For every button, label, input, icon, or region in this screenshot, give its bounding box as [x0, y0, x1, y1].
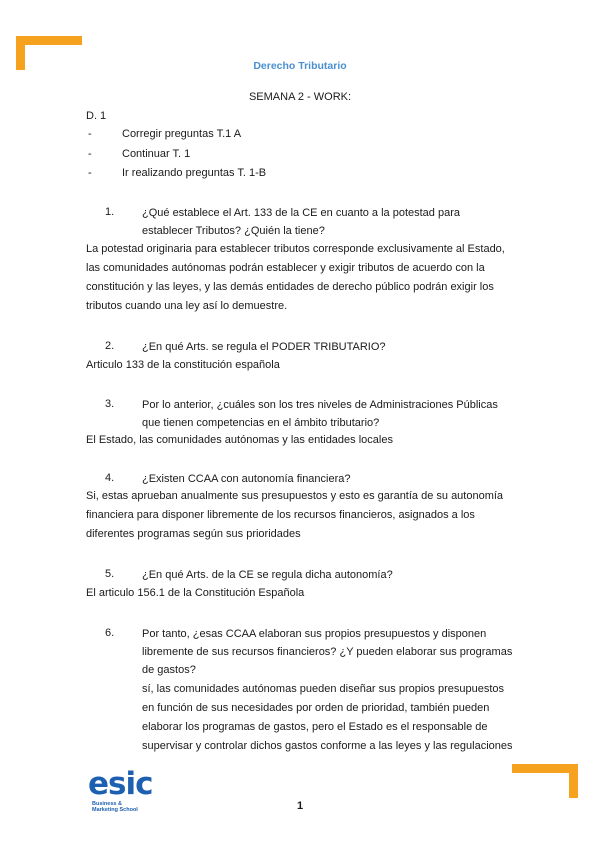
answer-text: [86, 431, 526, 450]
question-line: Por tanto, ¿esas CCAA elaboran sus propios presupuestos y disponen: [142, 628, 487, 640]
answer-line: Si, estas aprueban anualmente sus presupuestos y esto es garantía de su autonomía: [86, 490, 504, 502]
answer-text: [86, 356, 526, 375]
answer-line: diferentes programas según sus prioridades: [86, 528, 301, 540]
task-item: Corregir preguntas T.1 A: [122, 128, 242, 140]
question-line: de gastos?: [142, 664, 196, 676]
question-text: [142, 470, 522, 488]
question-line: ¿En qué Arts. se regula el PODER TRIBUTARIO?: [142, 341, 386, 353]
logo-tagline: Marketing School: [92, 807, 138, 813]
answer-line: La potestad originaria para establecer tributos corresponde exclusivamente al Estado,: [86, 243, 505, 255]
answer-text: [86, 240, 526, 316]
answer-line: en función de sus necesidades por orden de prioridad, también pueden: [142, 702, 490, 714]
question-text: [142, 204, 522, 240]
answer-text: [86, 487, 526, 544]
question-number: 6.: [105, 627, 115, 639]
question-line: ¿En qué Arts. de la CE se regula dicha autonomía?: [142, 569, 393, 581]
answer-line: constitución y las leyes, y las demás entidades de derecho público podrán exigir los: [86, 281, 494, 293]
answer-line: supervisar y controlar dichos gastos conforme a las leyes y las regulaciones: [142, 740, 513, 752]
question-line: ¿Existen CCAA con autonomía financiera?: [142, 473, 351, 485]
question-number: 5.: [105, 568, 115, 580]
answer-line: tributos cuando una ley así lo demuestre.: [86, 300, 288, 312]
answer-line: El Estado, las comunidades autónomas y las entidades locales: [86, 434, 393, 446]
answer-line: elaborar los programas de gastos, pero el Estado es el responsable de: [142, 721, 488, 733]
question-line: que tienen competencias en el ámbito tributario?: [142, 417, 380, 429]
document-header: Derecho Tributario: [253, 60, 347, 72]
task-bullet: -: [88, 148, 92, 160]
question-text: [142, 396, 522, 432]
question-number: 1.: [105, 206, 115, 218]
week-title: SEMANA 2 - WORK:: [248, 91, 352, 103]
task-bullet: -: [88, 128, 92, 140]
question-number: 4.: [105, 472, 115, 484]
question-line: libremente de sus recursos financieros? ¿Y pueden elaborar sus programas: [142, 646, 513, 658]
question-number: 2.: [105, 340, 115, 352]
answer-line: financiera para disponer libremente de los recursos financieros, asignados a los: [86, 509, 475, 521]
logo-tagline: Business &: [92, 801, 122, 807]
answer-text: [142, 680, 527, 756]
question-line: Por lo anterior, ¿cuáles son los tres niveles de Administraciones Públicas: [142, 399, 498, 411]
task-bullet: -: [88, 167, 92, 179]
question-line: ¿Qué establece el Art. 133 de la CE en cuanto a la potestad para: [142, 207, 460, 219]
question-text: [142, 338, 522, 356]
answer-line: Articulo 133 de la constitución española: [86, 359, 280, 371]
question-text: [142, 566, 522, 584]
logo-wordmark: esic: [88, 766, 153, 802]
answer-line: El articulo 156.1 de la Constitución Española: [86, 587, 305, 599]
corner-decoration-bottom-right-vertical: [569, 764, 578, 798]
question-number: 3.: [105, 398, 115, 410]
question-text: [142, 625, 522, 679]
corner-decoration-top-left: [16, 36, 82, 45]
answer-text: [86, 584, 526, 603]
answer-line: sí, las comunidades autónomas pueden diseñar sus propios presupuestos: [142, 683, 505, 695]
task-item: Ir realizando preguntas T. 1-B: [122, 167, 267, 179]
page-number: 1: [296, 800, 304, 812]
day-label: D. 1: [86, 110, 107, 122]
task-item: Continuar T. 1: [122, 148, 191, 160]
answer-line: las comunidades autónomas podrán establecer y exigir tributos de acuerdo con la: [86, 262, 485, 274]
question-line: establecer Tributos? ¿Quién la tiene?: [142, 225, 325, 237]
